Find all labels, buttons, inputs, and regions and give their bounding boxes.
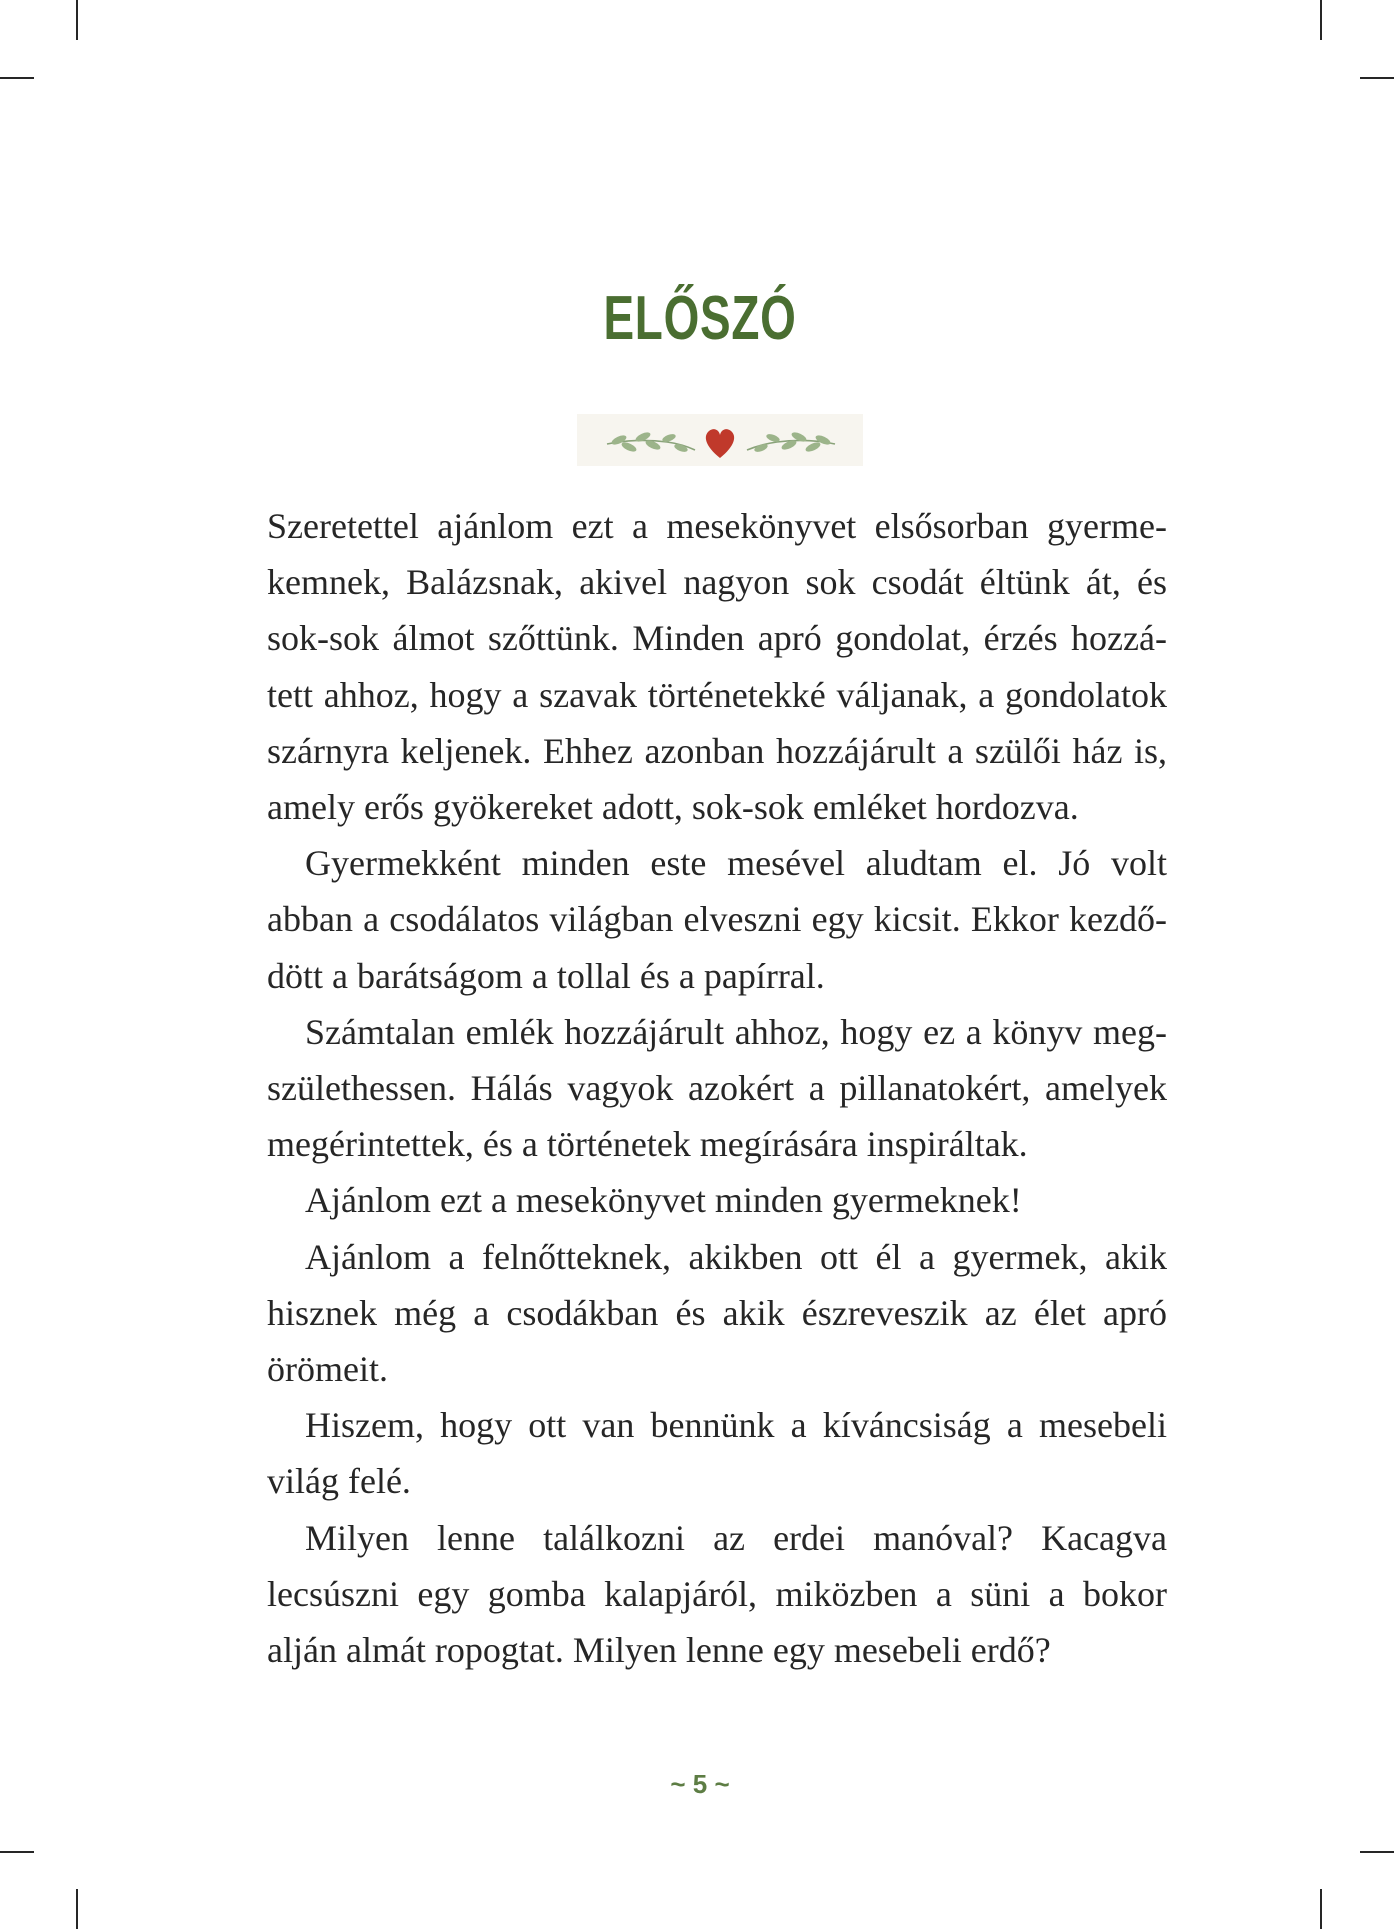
- crop-mark-bottom-left: [76, 1889, 78, 1929]
- crop-mark-top-right: [1320, 0, 1322, 40]
- chapter-heading: ELŐSZÓ: [603, 284, 797, 353]
- paragraph-4: Ajánlom ezt a mesekönyvet minden gyermeknek!: [305, 1180, 1022, 1221]
- crop-mark-left-top: [0, 77, 34, 79]
- paragraph-6: Hiszem, hogy ott van bennünk a kíváncsiság a mesebeli világ felé.: [267, 1405, 1167, 1502]
- paragraph-3: Számtalan emlék hozzájárult ahhoz, hogy ez a könyv megszülethessen. Hálás vagyok azokért a pillanatokért, amelyek megérintettek, és a történetek megírására inspiráltak.: [267, 1011, 1167, 1165]
- leaf-heart-ornament-icon: [577, 414, 863, 466]
- paragraph-7: Milyen lenne találkozni az erdei manóval? Kacagva lecsúszni egy gomba kalapjáról, miközben a süni a bokor alján almát ropogtat. Milyen lenne egy mesebeli erdő?: [267, 1517, 1167, 1671]
- crop-mark-right-top: [1360, 77, 1394, 79]
- crop-mark-right-bottom: [1360, 1851, 1394, 1853]
- crop-mark-left-bottom: [0, 1851, 34, 1853]
- crop-mark-bottom-right: [1320, 1889, 1322, 1929]
- page-number: ~ 5 ~: [670, 1769, 730, 1799]
- crop-mark-top-left: [76, 0, 78, 40]
- paragraph-2: Gyermekként minden este mesével aludtam el. Jó volt abban a csodálatos világban elveszni egy kicsit. Ekkor kezdődött a barátságom a tollal és a papírral.: [267, 843, 1167, 996]
- foreword-body: [267, 498, 1167, 1678]
- paragraph-5: Ajánlom a felnőtteknek, akikben ott él a gyermek, akik hisznek még a csodákban és akik észreveszik az élet apró örömeit.: [267, 1236, 1167, 1390]
- paragraph-1: Szeretettel ajánlom ezt a mesekönyvet elsősorban gyermekemnek, Balázsnak, akivel nagyon sok csodát éltünk át, és sok-sok álmot szőttünk. Minden apró gondolat, érzés hozzátett ahhoz, hogy a szavak történetekké váljanak, a gondolatok szárnyra keljenek. Ehhez azonban hozzájárult a szülői ház is, amely erős gyökereket adott, sok-sok emléket hordozva.: [267, 506, 1167, 828]
